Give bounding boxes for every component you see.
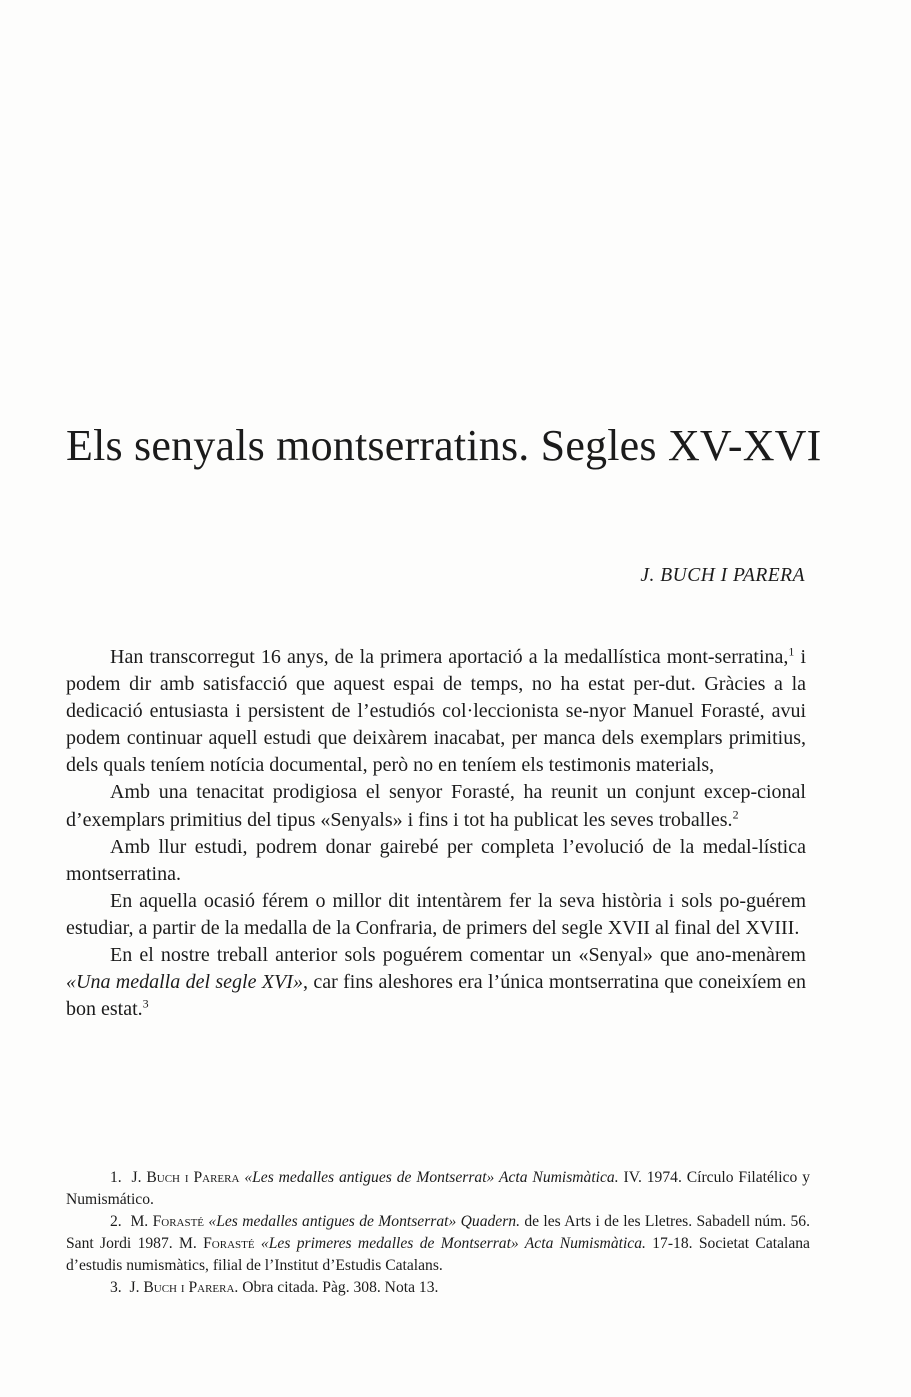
footnote-1 — [66, 1167, 810, 1211]
paragraph-1 — [66, 644, 806, 779]
paragraph-2-text: Amb una tenacitat prodigiosa el senyor Forasté, ha reunit un conjunt excep-cional d’exemplars primitius del tipus «Senyals» i fins i tot ha publicat les seves troballes. — [66, 781, 806, 831]
paragraph-1-text-a: Han transcorregut 16 anys, de la primera aportació a la medallística mont-serratina, — [110, 646, 789, 668]
footnotes — [66, 1167, 810, 1299]
footnote-2-author-initial: M. — [130, 1213, 153, 1230]
footnote-3-rest: . Obra citada. Pàg. 308. Nota 13. — [234, 1279, 439, 1296]
footnote-3-author: Buch i Parera — [143, 1279, 235, 1296]
paragraph-5-text-b: , car fins aleshores era l’única montserratina que coneixíem en bon estat. — [66, 971, 806, 1021]
footnote-3 — [66, 1277, 810, 1299]
footnote-1-rest: IV. 1974. Círculo Filatélico y Numismático. — [66, 1169, 811, 1208]
footnote-2-title-2: «Les primeres medalles de Montserrat» Acta Numismàtica. — [254, 1235, 646, 1252]
footnote-1-title: «Les medalles antigues de Montserrat» Acta Numismàtica. — [239, 1169, 619, 1186]
footnote-ref-3: 3 — [142, 996, 149, 1011]
footnote-2-rest-2: 17-18. Societat Catalana d’estudis numismàtics, filial de l’Institut d’Estudis Catalans. — [66, 1235, 810, 1274]
footnote-2-author: Forasté — [152, 1213, 205, 1230]
paragraph-2 — [66, 779, 806, 833]
footnote-1-author: Buch i Parera — [146, 1169, 240, 1186]
footnote-2 — [66, 1211, 810, 1277]
footnote-2-rest: de les Arts i de les Lletres. Sabadell núm. 56. Sant Jordi 1987. M. — [66, 1213, 811, 1252]
footnote-3-number: 3. — [110, 1279, 122, 1296]
footnote-ref-1: 1 — [788, 644, 795, 659]
footnote-2-number: 2. — [110, 1213, 122, 1230]
footnote-3-author-initial: J. — [129, 1279, 144, 1296]
footnote-1-author-initial: J. — [131, 1169, 147, 1186]
paragraph-5-italic-title: «Una medalla del segle XVI» — [66, 971, 303, 994]
paragraph-5 — [66, 942, 806, 1023]
footnote-1-number: 1. — [110, 1169, 122, 1186]
paragraph-5-text-a: En el nostre treball anterior sols poguérem comentar un «Senyal» que ano-menàrem — [110, 944, 806, 967]
article-title: Els senyals montserratins. Segles XV-XVI — [66, 421, 822, 470]
footnote-ref-2: 2 — [732, 806, 739, 821]
paragraph-1-text-b: i podem dir amb satisfacció que aquest espai de temps, no ha estat per-dut. Gràcies a la dedicació entusiasta i persistent de l’estudiós col·leccionista se-nyor Manuel Forasté, avui podem continuar aquell estudi que deixàrem inacabat, per manca dels exemplars primitius, dels quals teníem notícia documental, però no en teníem els testimonis materials, — [66, 646, 807, 777]
footnote-2-title: «Les medalles antigues de Montserrat» Quadern. — [204, 1213, 520, 1230]
article-author: J. BUCH I PARERA — [640, 565, 805, 586]
article-body — [66, 644, 806, 1023]
paragraph-4: En aquella ocasió férem o millor dit intentàrem fer la seva història i sols po-guérem estudiar, a partir de la medalla de la Confraria, de primers del segle XVII al final del XVIII. — [66, 889, 806, 939]
footnote-2-author-2: Forasté — [203, 1235, 255, 1252]
paragraph-3: Amb llur estudi, podrem donar gairebé per completa l’evolució de la medal-lística montserratina. — [66, 835, 806, 885]
